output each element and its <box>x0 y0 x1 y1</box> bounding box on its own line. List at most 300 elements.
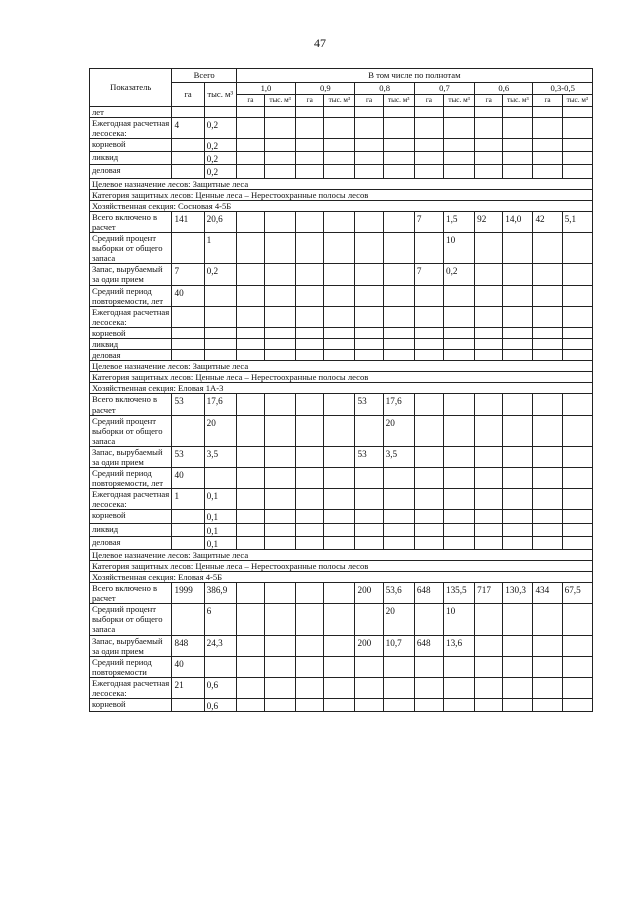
table-cell <box>562 677 592 698</box>
table-cell <box>172 107 204 118</box>
table-cell <box>383 306 414 327</box>
table-cell: 53 <box>355 394 383 415</box>
table-cell <box>475 489 503 510</box>
table-cell <box>204 107 236 118</box>
table-cell <box>533 285 562 306</box>
table-cell <box>172 165 204 178</box>
row-label: Всего включено в расчет <box>90 211 172 232</box>
table-cell <box>414 338 443 349</box>
table-cell: 53 <box>172 394 204 415</box>
table-cell: 0,1 <box>204 523 236 536</box>
table-cell <box>383 152 414 165</box>
header-density-1: 1,0 <box>236 83 295 95</box>
table-cell <box>443 306 474 327</box>
row-label: Средний процент выборки от общего запаса <box>90 415 172 446</box>
section-row <box>90 383 593 394</box>
table-cell: 5,1 <box>562 211 592 232</box>
table-cell <box>296 165 324 178</box>
table-cell <box>562 165 592 178</box>
table-cell: 3,5 <box>204 446 236 467</box>
table-cell <box>324 118 355 139</box>
table-cell: 17,6 <box>383 394 414 415</box>
table-cell: 648 <box>414 635 443 656</box>
table-cell <box>324 468 355 489</box>
table-cell <box>503 536 533 549</box>
table-cell <box>324 536 355 549</box>
table-cell <box>443 107 474 118</box>
table-cell <box>414 118 443 139</box>
table-cell <box>236 468 264 489</box>
header-unit-ha: га <box>296 95 324 107</box>
table-cell: 6 <box>204 604 236 635</box>
table-cell <box>533 338 562 349</box>
table-cell <box>296 489 324 510</box>
table-cell <box>475 306 503 327</box>
table-cell <box>264 107 295 118</box>
table-cell <box>236 306 264 327</box>
table-cell <box>533 415 562 446</box>
table-row <box>90 233 593 264</box>
table-cell <box>236 604 264 635</box>
table-cell <box>324 677 355 698</box>
table-cell <box>355 489 383 510</box>
table-cell <box>324 583 355 604</box>
table-cell <box>562 604 592 635</box>
table-cell <box>562 394 592 415</box>
table-cell <box>562 233 592 264</box>
section-row <box>90 571 593 582</box>
table-cell <box>264 536 295 549</box>
table-cell: 648 <box>414 583 443 604</box>
row-label: Средний период повторяемости, лет <box>90 468 172 489</box>
table-cell <box>355 211 383 232</box>
table-cell: 20,6 <box>204 211 236 232</box>
table-body <box>90 107 593 712</box>
table-cell <box>475 635 503 656</box>
table-cell <box>264 350 295 361</box>
header-unit-vol: тыс. м³ <box>562 95 592 107</box>
table-cell <box>533 165 562 178</box>
row-label: Средний процент выборки от общего запаса <box>90 233 172 264</box>
table-cell <box>503 152 533 165</box>
table-cell <box>475 233 503 264</box>
table-cell <box>355 510 383 523</box>
table-cell <box>443 394 474 415</box>
table-cell <box>236 107 264 118</box>
table-cell <box>503 264 533 285</box>
table-cell <box>562 338 592 349</box>
table-cell <box>355 165 383 178</box>
table-cell: 0,2 <box>204 139 236 152</box>
table-cell <box>264 604 295 635</box>
table-cell <box>562 264 592 285</box>
table-cell <box>236 523 264 536</box>
table-cell <box>264 510 295 523</box>
table-cell <box>533 350 562 361</box>
table-row <box>90 394 593 415</box>
table-cell <box>236 394 264 415</box>
row-label: Ежегодная расчетная лесосека: <box>90 489 172 510</box>
table-cell <box>172 510 204 523</box>
header-unit-ha: га <box>355 95 383 107</box>
table-cell <box>296 510 324 523</box>
table-cell <box>264 446 295 467</box>
table-cell: 20 <box>383 415 414 446</box>
table-cell <box>296 306 324 327</box>
section-row <box>90 178 593 189</box>
table-cell <box>204 338 236 349</box>
table-cell <box>562 446 592 467</box>
table-cell <box>383 118 414 139</box>
table-row <box>90 327 593 338</box>
table-cell <box>443 165 474 178</box>
table-cell <box>414 152 443 165</box>
table-cell <box>414 394 443 415</box>
table-cell: 848 <box>172 635 204 656</box>
table-cell <box>264 415 295 446</box>
row-label: Средний период повторяемости <box>90 656 172 677</box>
table-cell <box>355 285 383 306</box>
table-cell <box>503 677 533 698</box>
table-cell <box>204 350 236 361</box>
table-cell <box>296 604 324 635</box>
table-cell <box>383 327 414 338</box>
table-cell: 0,6 <box>204 699 236 712</box>
table-cell <box>264 523 295 536</box>
table-cell <box>475 264 503 285</box>
table-cell <box>204 327 236 338</box>
table-row <box>90 338 593 349</box>
table-cell <box>533 152 562 165</box>
table-cell <box>503 415 533 446</box>
table-cell <box>296 536 324 549</box>
table-cell <box>383 656 414 677</box>
table-cell <box>236 699 264 712</box>
table-cell <box>383 699 414 712</box>
table-cell <box>264 699 295 712</box>
table-cell: 10,7 <box>383 635 414 656</box>
table-cell <box>324 350 355 361</box>
table-cell <box>236 152 264 165</box>
header-density-4: 0,7 <box>414 83 474 95</box>
table-cell <box>443 285 474 306</box>
table-cell <box>414 446 443 467</box>
table-cell <box>383 233 414 264</box>
table-cell <box>296 394 324 415</box>
table-cell <box>533 264 562 285</box>
table-cell <box>443 468 474 489</box>
table-cell <box>562 468 592 489</box>
table-cell <box>443 677 474 698</box>
table-cell: 7 <box>414 211 443 232</box>
table-cell <box>324 139 355 152</box>
table-cell <box>236 338 264 349</box>
table-cell <box>562 285 592 306</box>
table-cell <box>355 699 383 712</box>
header-total-ha: га <box>172 83 204 107</box>
table-cell <box>204 656 236 677</box>
table-cell: 0,2 <box>204 118 236 139</box>
table-cell <box>503 604 533 635</box>
table-cell <box>264 139 295 152</box>
table-cell <box>475 656 503 677</box>
table-cell <box>414 523 443 536</box>
table-cell <box>236 583 264 604</box>
table-cell <box>324 656 355 677</box>
table-cell <box>443 118 474 139</box>
table-cell <box>533 510 562 523</box>
table-cell: 7 <box>172 264 204 285</box>
table-cell <box>355 677 383 698</box>
table-cell <box>324 338 355 349</box>
table-cell: 1999 <box>172 583 204 604</box>
table-cell <box>204 468 236 489</box>
table-cell <box>236 489 264 510</box>
row-label: Ежегодная расчетная лесосека: <box>90 677 172 698</box>
section-label: Категория защитных лесов: Ценные леса – Нерестоохранные полосы лесов <box>90 560 593 571</box>
header-in-density: В том числе по полнотам <box>236 69 592 83</box>
table-cell <box>296 677 324 698</box>
table-cell <box>355 338 383 349</box>
table-cell <box>236 415 264 446</box>
section-label: Категория защитных лесов: Ценные леса – Нерестоохранные полосы лесов <box>90 372 593 383</box>
table-cell <box>533 306 562 327</box>
table-cell <box>414 604 443 635</box>
table-cell <box>503 350 533 361</box>
section-row <box>90 361 593 372</box>
table-cell <box>296 107 324 118</box>
table-cell: 53 <box>172 446 204 467</box>
header-density-3: 0,8 <box>355 83 414 95</box>
table-cell <box>172 415 204 446</box>
table-cell <box>324 165 355 178</box>
table-cell: 130,3 <box>503 583 533 604</box>
table-cell <box>443 139 474 152</box>
table-cell <box>503 446 533 467</box>
table-cell <box>533 107 562 118</box>
header-unit-vol: тыс. м³ <box>383 95 414 107</box>
table-cell <box>355 656 383 677</box>
row-label: Всего включено в расчет <box>90 583 172 604</box>
table-cell <box>562 350 592 361</box>
header-unit-vol: тыс. м³ <box>264 95 295 107</box>
table-cell: 0,2 <box>204 264 236 285</box>
table-cell <box>324 233 355 264</box>
table-cell <box>475 699 503 712</box>
table-cell: 1 <box>204 233 236 264</box>
table-cell <box>355 152 383 165</box>
table-cell <box>414 306 443 327</box>
table-cell <box>533 233 562 264</box>
table-cell <box>296 656 324 677</box>
table-cell <box>475 446 503 467</box>
table-cell <box>172 139 204 152</box>
table-cell <box>324 264 355 285</box>
table-cell <box>172 523 204 536</box>
table-cell <box>355 536 383 549</box>
table-cell <box>383 165 414 178</box>
table-row <box>90 285 593 306</box>
section-label: Хозяйственная секция: Сосновая 4-5Б <box>90 200 593 211</box>
table-cell <box>324 285 355 306</box>
table-cell <box>503 510 533 523</box>
header-unit-vol: тыс. м³ <box>503 95 533 107</box>
table-cell <box>503 139 533 152</box>
table-cell: 10 <box>443 604 474 635</box>
table-cell <box>264 285 295 306</box>
table-cell: 67,5 <box>562 583 592 604</box>
header-unit-vol: тыс. м³ <box>324 95 355 107</box>
table-cell <box>355 523 383 536</box>
table-cell <box>355 350 383 361</box>
table-row <box>90 306 593 327</box>
table-cell <box>503 656 533 677</box>
table-cell <box>533 604 562 635</box>
table-cell <box>236 510 264 523</box>
table-cell <box>355 415 383 446</box>
table-cell <box>475 350 503 361</box>
table-cell <box>414 677 443 698</box>
table-cell: 40 <box>172 468 204 489</box>
row-label: Ежегодная расчетная лесосека: <box>90 306 172 327</box>
table-cell <box>414 699 443 712</box>
table-cell <box>503 327 533 338</box>
table-cell <box>355 604 383 635</box>
table-row <box>90 677 593 698</box>
table-cell <box>236 350 264 361</box>
table-cell <box>236 233 264 264</box>
table-cell: 20 <box>204 415 236 446</box>
table-cell <box>562 523 592 536</box>
table-cell <box>324 510 355 523</box>
page-number: 47 <box>314 36 326 50</box>
table-cell <box>475 327 503 338</box>
table-row <box>90 107 593 118</box>
table-cell <box>503 523 533 536</box>
table-cell <box>355 118 383 139</box>
table-cell <box>355 327 383 338</box>
table-cell <box>443 415 474 446</box>
table-cell <box>264 152 295 165</box>
table-cell <box>414 107 443 118</box>
table-cell <box>355 107 383 118</box>
table-cell <box>533 635 562 656</box>
table-cell <box>383 338 414 349</box>
header-total: Всего <box>172 69 236 83</box>
table-cell <box>562 118 592 139</box>
table-cell <box>475 677 503 698</box>
section-label: Целевое назначение лесов: Защитные леса <box>90 549 593 560</box>
table-cell <box>355 233 383 264</box>
table-cell: 141 <box>172 211 204 232</box>
table-cell <box>296 264 324 285</box>
table-row <box>90 211 593 232</box>
table-cell <box>236 635 264 656</box>
table-cell <box>296 583 324 604</box>
table-row <box>90 583 593 604</box>
table-cell <box>236 285 264 306</box>
row-label: Ежегодная расчетная лесосека: <box>90 118 172 139</box>
table-cell <box>236 165 264 178</box>
table-cell <box>324 415 355 446</box>
section-row <box>90 560 593 571</box>
table-cell <box>503 338 533 349</box>
table-cell <box>383 211 414 232</box>
table-cell: 200 <box>355 635 383 656</box>
header-total-vol: тыс. м³ <box>204 83 236 107</box>
row-label: корневой <box>90 327 172 338</box>
table-row <box>90 139 593 152</box>
table-cell <box>503 118 533 139</box>
table-cell <box>264 583 295 604</box>
table-cell <box>562 306 592 327</box>
table-cell <box>562 656 592 677</box>
table-cell <box>414 468 443 489</box>
table-cell: 92 <box>475 211 503 232</box>
table-cell <box>475 523 503 536</box>
row-label: Средний период повторяемости, лет <box>90 285 172 306</box>
table-cell <box>414 510 443 523</box>
table-row <box>90 523 593 536</box>
table-cell <box>324 152 355 165</box>
row-label: Запас, вырубаемый за один прием <box>90 635 172 656</box>
table-cell: 1,5 <box>443 211 474 232</box>
row-label: лет <box>90 107 172 118</box>
table-cell <box>475 468 503 489</box>
row-label: ликвид <box>90 152 172 165</box>
row-label: деловая <box>90 350 172 361</box>
table-cell <box>296 415 324 446</box>
section-label: Целевое назначение лесов: Защитные леса <box>90 178 593 189</box>
table-cell <box>172 350 204 361</box>
table-cell <box>236 211 264 232</box>
table-cell <box>443 510 474 523</box>
table-cell <box>296 523 324 536</box>
table-cell: 0,6 <box>204 677 236 698</box>
table-cell <box>236 139 264 152</box>
table-cell <box>562 635 592 656</box>
table-cell <box>383 677 414 698</box>
table-row <box>90 468 593 489</box>
table-cell <box>264 656 295 677</box>
table-cell: 135,5 <box>443 583 474 604</box>
table-cell <box>503 394 533 415</box>
table-cell <box>296 468 324 489</box>
table-cell <box>383 107 414 118</box>
table-cell <box>562 510 592 523</box>
table-cell <box>296 327 324 338</box>
row-label: ликвид <box>90 523 172 536</box>
table-row <box>90 118 593 139</box>
table-cell <box>264 338 295 349</box>
table-cell <box>296 285 324 306</box>
table-cell <box>324 523 355 536</box>
table-cell <box>475 165 503 178</box>
table-cell <box>324 306 355 327</box>
table-cell: 20 <box>383 604 414 635</box>
row-label: корневой <box>90 510 172 523</box>
table-cell <box>324 394 355 415</box>
table-cell <box>264 165 295 178</box>
table-cell <box>414 536 443 549</box>
row-label: Запас, вырубаемый за один прием <box>90 264 172 285</box>
table-cell <box>562 152 592 165</box>
table-cell: 53 <box>355 446 383 467</box>
table-cell: 10 <box>443 233 474 264</box>
table-cell <box>383 350 414 361</box>
section-label: Категория защитных лесов: Ценные леса – Нерестоохранные полосы лесов <box>90 189 593 200</box>
table-cell <box>296 338 324 349</box>
